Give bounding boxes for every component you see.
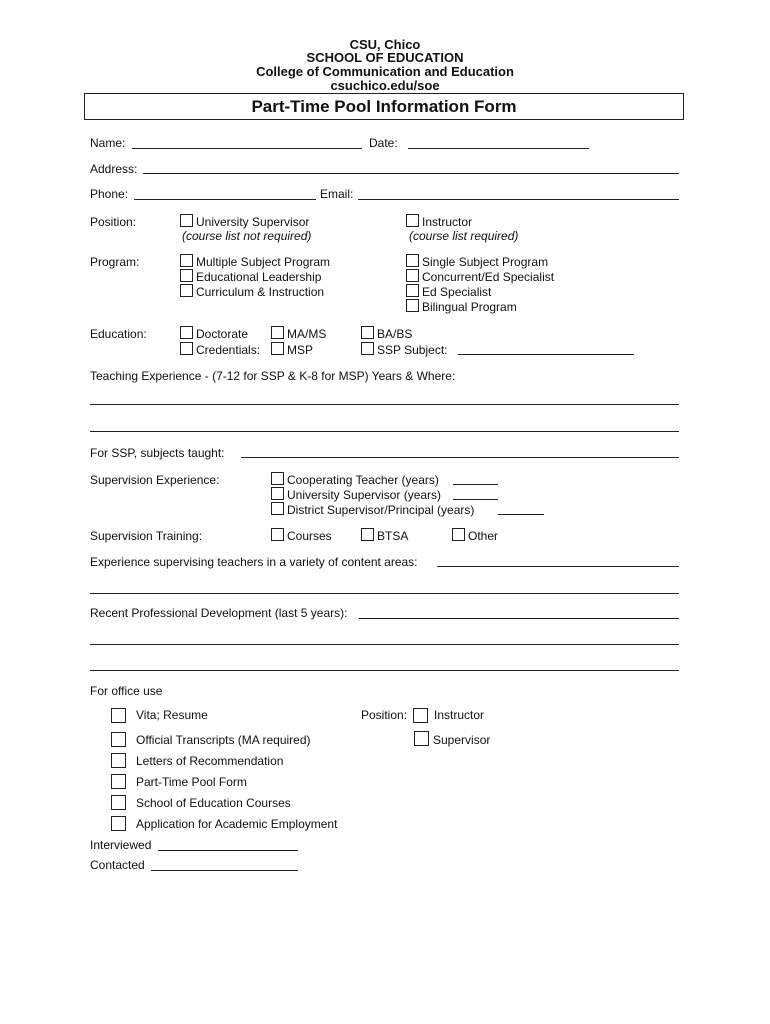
email-label: Email: xyxy=(320,187,354,201)
university-supervisor-exp-checkbox[interactable] xyxy=(271,487,284,500)
interviewed-field[interactable] xyxy=(158,850,298,851)
curriculum-instruction-label: Curriculum & Instruction xyxy=(196,285,325,299)
university-supervisor-note: (course list not required) xyxy=(182,229,312,243)
ssp-subjects-label: For SSP, subjects taught: xyxy=(90,446,225,460)
school-name: CSU, Chico xyxy=(349,37,421,52)
educational-leadership-label: Educational Leadership xyxy=(196,270,322,284)
form-title: Part-Time Pool Information Form xyxy=(84,93,684,120)
instructor-note: (course list required) xyxy=(409,229,519,243)
courses-checkbox[interactable] xyxy=(271,528,284,541)
college-name: College of Communication and Education xyxy=(256,64,514,79)
btsa-checkbox[interactable] xyxy=(361,528,374,541)
ed-specialist-label: Ed Specialist xyxy=(422,285,492,299)
multiple-subject-checkbox[interactable] xyxy=(180,254,193,267)
bilingual-label: Bilingual Program xyxy=(422,300,517,314)
courses-label: Courses xyxy=(287,529,332,543)
teaching-experience-line-1[interactable] xyxy=(90,404,679,405)
district-supervisor-years-field[interactable] xyxy=(498,514,544,515)
cooperating-teacher-years-field[interactable] xyxy=(453,484,498,485)
msp-label: MSP xyxy=(287,343,314,357)
doctorate-checkbox[interactable] xyxy=(180,326,193,339)
phone-field[interactable] xyxy=(134,199,316,200)
supervision-experience-label: Supervision Experience: xyxy=(90,473,220,487)
address-label: Address: xyxy=(90,162,138,176)
babs-checkbox[interactable] xyxy=(361,326,374,339)
pool-form-label: Part-Time Pool Form xyxy=(136,775,247,789)
vita-checkbox[interactable] xyxy=(111,708,126,723)
office-supervisor-checkbox[interactable] xyxy=(414,731,429,746)
address-field[interactable] xyxy=(143,173,679,174)
other-label: Other xyxy=(468,529,499,543)
contacted-label: Contacted xyxy=(90,858,145,872)
bilingual-checkbox[interactable] xyxy=(406,299,419,312)
multiple-subject-label: Multiple Subject Program xyxy=(196,255,331,269)
program-label: Program: xyxy=(90,255,140,269)
date-label: Date: xyxy=(369,136,398,150)
educational-leadership-checkbox[interactable] xyxy=(180,269,193,282)
doctorate-label: Doctorate xyxy=(196,327,249,341)
soe-courses-checkbox[interactable] xyxy=(111,795,126,810)
msp-checkbox[interactable] xyxy=(271,342,284,355)
letters-checkbox[interactable] xyxy=(111,753,126,768)
concurrent-ed-label: Concurrent/Ed Specialist xyxy=(422,270,555,284)
office-position-label: Position: xyxy=(361,708,408,722)
phone-label: Phone: xyxy=(90,187,129,201)
professional-development-label: Recent Professional Development (last 5 years): xyxy=(90,606,348,620)
office-use-heading: For office use xyxy=(90,684,163,698)
letters-label: Letters of Recommendation xyxy=(136,754,284,768)
professional-development-line-2[interactable] xyxy=(90,644,679,645)
transcripts-checkbox[interactable] xyxy=(111,732,126,747)
btsa-label: BTSA xyxy=(377,529,409,543)
mams-label: MA/MS xyxy=(287,327,327,341)
office-instructor-label: Instructor xyxy=(434,708,485,722)
contacted-field[interactable] xyxy=(151,870,298,871)
transcripts-label: Official Transcripts (MA required) xyxy=(136,733,311,747)
content-areas-label: Experience supervising teachers in a variety of content areas: xyxy=(90,555,418,569)
concurrent-ed-checkbox[interactable] xyxy=(406,269,419,282)
cooperating-teacher-label: Cooperating Teacher (years) xyxy=(287,473,439,487)
instructor-label: Instructor xyxy=(422,215,473,229)
pool-form-checkbox[interactable] xyxy=(111,774,126,789)
teaching-experience-label: Teaching Experience - (7-12 for SSP & K-8 for MSP) Years & Where: xyxy=(90,369,456,383)
ed-specialist-checkbox[interactable] xyxy=(406,284,419,297)
ssp-subject-label: SSP Subject: xyxy=(377,343,448,357)
babs-label: BA/BS xyxy=(377,327,413,341)
position-label: Position: xyxy=(90,215,137,229)
content-areas-field[interactable] xyxy=(437,566,679,567)
department-name: SCHOOL OF EDUCATION xyxy=(306,50,464,65)
interviewed-label: Interviewed xyxy=(90,838,152,852)
application-checkbox[interactable] xyxy=(111,816,126,831)
website: csuchico.edu/soe xyxy=(330,78,440,93)
education-label: Education: xyxy=(90,327,147,341)
professional-development-line-3[interactable] xyxy=(90,670,679,671)
ssp-subject-field[interactable] xyxy=(458,354,634,355)
cooperating-teacher-checkbox[interactable] xyxy=(271,472,284,485)
other-checkbox[interactable] xyxy=(452,528,465,541)
email-field[interactable] xyxy=(358,199,679,200)
name-field[interactable] xyxy=(132,148,362,149)
soe-courses-label: School of Education Courses xyxy=(136,796,291,810)
university-supervisor-years-field[interactable] xyxy=(453,499,498,500)
date-field[interactable] xyxy=(408,148,589,149)
office-instructor-checkbox[interactable] xyxy=(413,708,428,723)
supervision-training-label: Supervision Training: xyxy=(90,529,203,543)
name-label: Name: xyxy=(90,136,126,150)
credentials-checkbox[interactable] xyxy=(180,342,193,355)
district-supervisor-checkbox[interactable] xyxy=(271,502,284,515)
university-supervisor-checkbox[interactable] xyxy=(180,214,193,227)
curriculum-instruction-checkbox[interactable] xyxy=(180,284,193,297)
professional-development-field[interactable] xyxy=(359,618,679,619)
content-areas-line-2[interactable] xyxy=(90,593,679,594)
single-subject-label: Single Subject Program xyxy=(422,255,549,269)
vita-label: Vita; Resume xyxy=(136,708,208,722)
university-supervisor-exp-label: University Supervisor (years) xyxy=(287,488,442,502)
office-supervisor-label: Supervisor xyxy=(433,733,491,747)
teaching-experience-line-2[interactable] xyxy=(90,431,679,432)
ssp-subjects-field[interactable] xyxy=(241,457,679,458)
application-label: Application for Academic Employment xyxy=(136,817,338,831)
single-subject-checkbox[interactable] xyxy=(406,254,419,267)
ssp-subject-checkbox[interactable] xyxy=(361,342,374,355)
district-supervisor-label: District Supervisor/Principal (years) xyxy=(287,503,475,517)
university-supervisor-label: University Supervisor xyxy=(196,215,310,229)
credentials-label: Credentials: xyxy=(196,343,261,357)
instructor-checkbox[interactable] xyxy=(406,214,419,227)
mams-checkbox[interactable] xyxy=(271,326,284,339)
